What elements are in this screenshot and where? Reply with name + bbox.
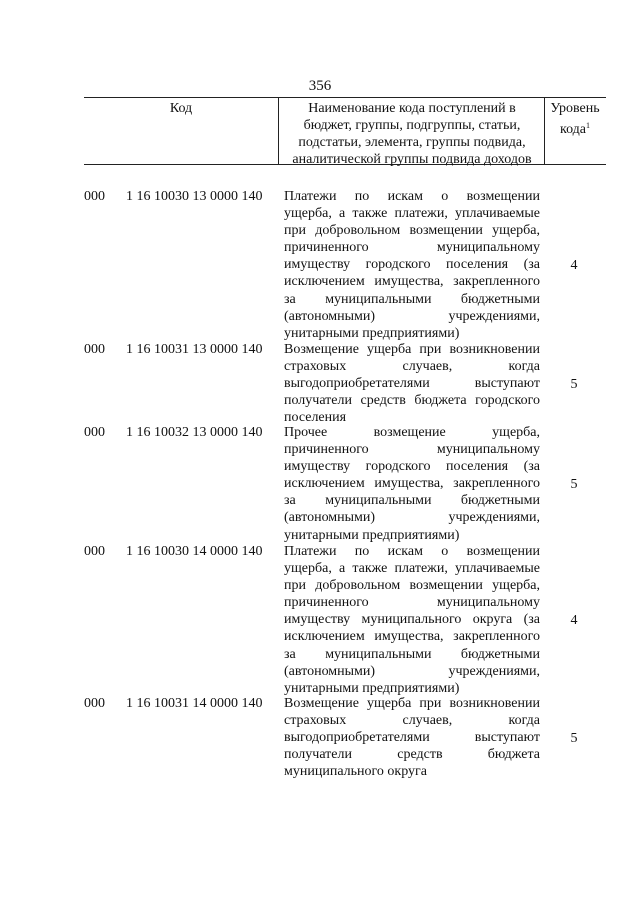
header-level [544, 100, 606, 138]
description-line: выгодоприобретателями выступают [284, 730, 540, 746]
admin-code: 000 [84, 425, 105, 440]
description-line: Платежи по искам о возмещении [284, 189, 540, 204]
description-line: Возмещение ущерба при возникновении [284, 342, 540, 357]
description-line: за муниципальными бюджетными [284, 291, 540, 307]
revenue-code: 1 16 10030 14 0000 140 [126, 544, 263, 559]
admin-code: 000 [84, 189, 105, 204]
revenue-code: 1 16 10031 14 0000 140 [126, 696, 263, 711]
table-header [84, 97, 606, 165]
description-line: получатели средств бюджета [284, 747, 540, 763]
revenue-description [284, 543, 540, 697]
description-line: выгодоприобретателями выступают [284, 376, 540, 392]
description-line: причиненного муниципальному [284, 595, 540, 611]
description-line: поселения [284, 410, 347, 426]
header-name-line: Наименование кода поступлений в [308, 101, 516, 116]
revenue-description [284, 341, 540, 426]
revenue-code: 1 16 10030 13 0000 140 [126, 189, 263, 204]
description-line: (автономными) учреждениями, [284, 663, 540, 679]
admin-code: 000 [84, 544, 105, 559]
description-line: имуществу муниципального округа (за [284, 612, 540, 628]
code-level: 4 [570, 613, 578, 629]
description-line: (автономными) учреждениями, [284, 510, 540, 526]
description-line: исключением имущества, закрепленного [284, 629, 540, 645]
admin-code: 000 [84, 696, 105, 711]
header-level-line [544, 117, 606, 138]
page-number: 356 [308, 78, 332, 94]
description-line: страховых случаев, когда [284, 713, 540, 729]
description-line: при добровольном возмещении ущерба, [284, 223, 540, 239]
header-code: Код [169, 101, 193, 116]
description-line: имуществу городского поселения (за [284, 257, 540, 273]
description-line: Платежи по искам о возмещении [284, 544, 540, 559]
header-name-line: подстатьи, элемента, группы подвида, [298, 135, 526, 150]
header-level-line: Уровень [550, 101, 600, 116]
description-line: унитарными предприятиями) [284, 527, 460, 543]
description-line: причиненного муниципальному [284, 240, 540, 256]
header-divider [278, 98, 279, 164]
description-line: исключением имущества, закрепленного [284, 274, 540, 290]
description-line: получатели средств бюджета городского [284, 393, 540, 409]
code-level: 5 [570, 377, 578, 393]
description-line: за муниципальными бюджетными [284, 646, 540, 662]
code-level: 5 [570, 477, 578, 493]
description-line: имуществу городского поселения (за [284, 459, 540, 475]
header-level-word: кода [559, 122, 587, 137]
revenue-code: 1 16 10032 13 0000 140 [126, 425, 263, 440]
description-line: Возмещение ущерба при возникновении [284, 696, 540, 711]
description-line: Прочее возмещение ущерба, [284, 425, 540, 440]
description-line: страховых случаев, когда [284, 359, 540, 375]
footnote-marker: 1 [586, 121, 591, 130]
header-name-line: бюджет, группы, подгруппы, статьи, [303, 118, 521, 133]
description-line: (автономными) учреждениями, [284, 308, 540, 324]
revenue-description [284, 188, 540, 342]
header-name [280, 100, 544, 168]
description-line: исключением имущества, закрепленного [284, 476, 540, 492]
description-line: за муниципальными бюджетными [284, 493, 540, 509]
description-line: причиненного муниципальному [284, 442, 540, 458]
description-line: муниципального округа [284, 764, 427, 780]
revenue-code: 1 16 10031 13 0000 140 [126, 342, 263, 357]
description-line: унитарными предприятиями) [284, 680, 460, 696]
description-line: унитарными предприятиями) [284, 325, 460, 341]
header-name-line: аналитической группы подвида доходов [292, 152, 532, 167]
description-line: ущерба, а также платежи, уплачиваемые [284, 206, 540, 222]
revenue-description [284, 424, 540, 544]
description-line: ущерба, а также платежи, уплачиваемые [284, 561, 540, 577]
code-level: 5 [570, 731, 578, 747]
description-line: при добровольном возмещении ущерба, [284, 578, 540, 594]
admin-code: 000 [84, 342, 105, 357]
code-level: 4 [570, 258, 578, 274]
revenue-description [284, 695, 540, 780]
